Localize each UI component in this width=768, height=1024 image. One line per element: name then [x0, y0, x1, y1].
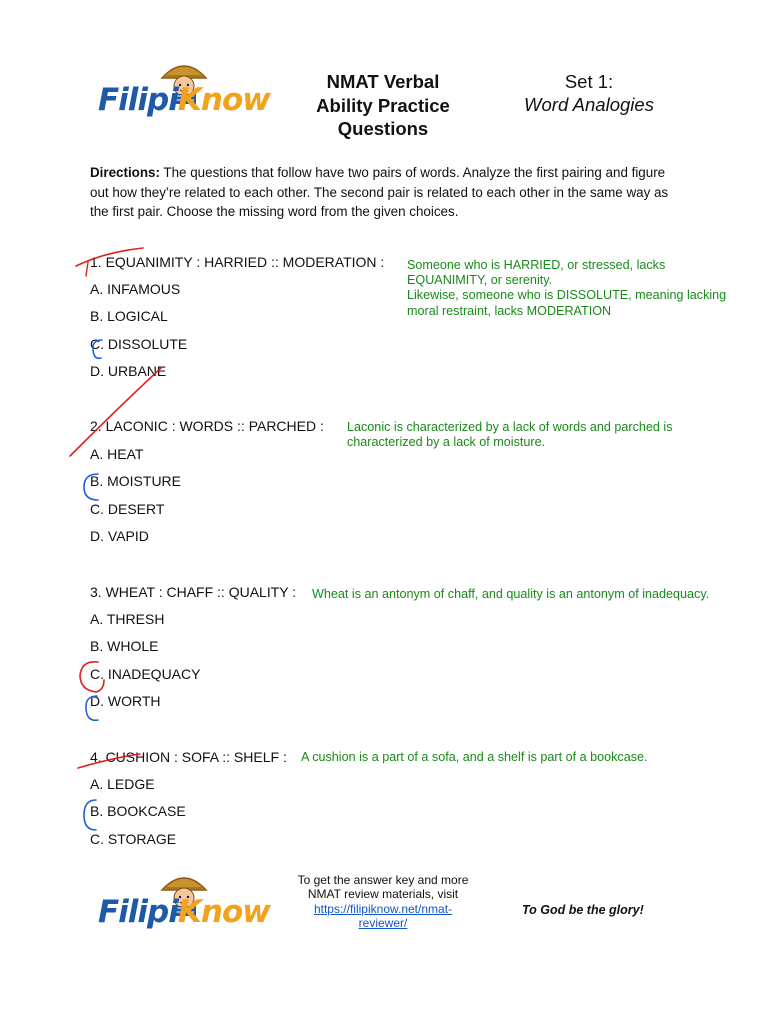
question-1-option-d: D. URBANE [90, 363, 167, 379]
page-title: NMAT Verbal Ability Practice Questions [316, 71, 450, 139]
directions-label: Directions: [90, 165, 160, 180]
red-pen-mark [86, 262, 88, 276]
question-4-option-b: B. BOOKCASE [90, 803, 186, 819]
question-2-prompt: 2. LACONIC : WORDS :: PARCHED : [90, 418, 324, 434]
question-1-prompt: 1. EQUANIMITY : HARRIED :: MODERATION : [90, 254, 385, 270]
question-1-explanation: Someone who is HARRIED, or stressed, lacks EQUANIMITY, or serenity. Likewise, someone who is DISSOLUTE, meaning lacking moral restraint, lacks MODERATION [407, 258, 727, 318]
question-1-option-b: B. LOGICAL [90, 308, 168, 324]
logo-wordmark: FilipiKnow [98, 894, 270, 930]
reviewer-link[interactable]: https://filipiknow.net/nmat- reviewer/ [313, 901, 453, 931]
question-4-prompt: 4. CUSHION : SOFA :: SHELF : [90, 749, 287, 765]
set-subtitle: Word Analogies [524, 94, 654, 115]
directions [90, 163, 670, 222]
question-2-option-a: A. HEAT [90, 446, 144, 462]
question-2-option-d: D. VAPID [90, 528, 149, 544]
filipiknow-logo-top [98, 60, 278, 126]
set-title: Set 1: Word Analogies [514, 70, 664, 116]
question-2-option-b: B. MOISTURE [90, 473, 182, 489]
logo-wordmark: FilipiKnow [98, 82, 270, 118]
question-4-explanation: A cushion is a part of a sofa, and a shelf is part of a bookcase. [301, 750, 648, 764]
question-3-explanation: Wheat is an antonym of chaff, and quality is an antonym of inadequacy. [312, 587, 710, 601]
question-4-option-a: A. LEDGE [90, 776, 155, 792]
question-3-option-d: D. WORTH [90, 693, 161, 709]
footer-note: To get the answer key and more NMAT review materials, visit https://filipiknow.net/nmat- reviewer/ [297, 873, 469, 931]
directions-text: The questions that follow have two pairs of words. Analyze the first pairing and figure out how they’re related to each other. The second pair is related to each other in the same way as the first pair. Choose the missing word from the given choices. [90, 165, 669, 219]
question-3-option-b: B. WHOLE [90, 638, 159, 654]
question-1-option-c: C. DISSOLUTE [90, 336, 188, 352]
closing-text: To God be the glory! [522, 903, 644, 917]
question-4-option-c: C. STORAGE [90, 831, 177, 847]
filipiknow-logo-bottom [98, 872, 278, 938]
question-1-option-a: A. INFAMOUS [90, 281, 181, 297]
question-2-option-c: C. DESERT [90, 501, 165, 517]
question-2-explanation: Laconic is characterized by a lack of words and parched is characterized by a lack of moisture. [347, 420, 673, 450]
question-3-option-a: A. THRESH [90, 611, 165, 627]
question-3-prompt: 3. WHEAT : CHAFF :: QUALITY : [90, 584, 297, 600]
question-3-option-c: C. INADEQUACY [90, 666, 201, 682]
red-pen-mark [70, 367, 162, 456]
